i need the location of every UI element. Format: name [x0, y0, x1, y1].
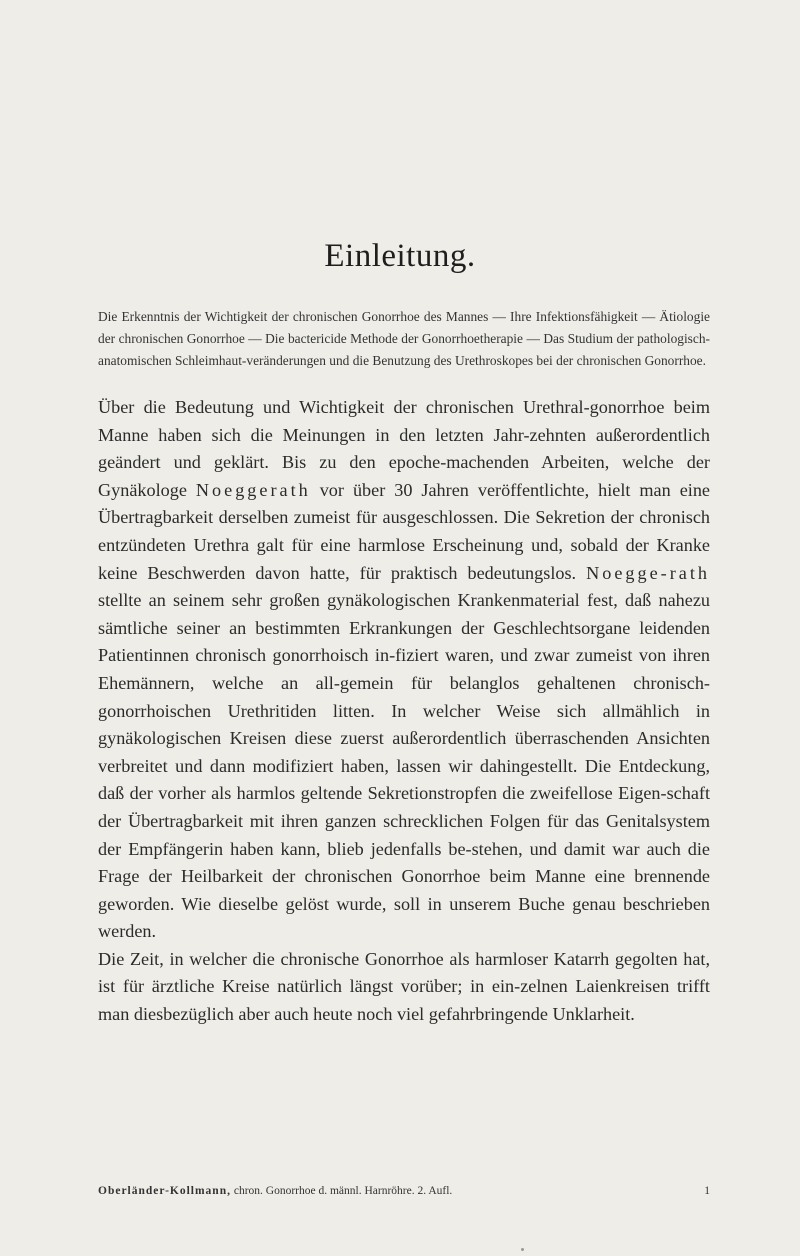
footer-author: Oberländer-Kollmann,: [98, 1185, 231, 1197]
chapter-body: [98, 394, 710, 1029]
paragraph-1-part-b: vor über 30 Jahren veröffentlichte, hielt man eine Übertragbarkeit derselben zumeist für ausgeschlossen. Die Sekretion der chronisch entzündeten Urethra galt für eine harmlose Erscheinung und, sobald der Kranke keine Beschwerden davon hatte, für praktisch bedeutungslos.: [98, 479, 710, 583]
chapter-summary: Die Erkenntnis der Wichtigkeit der chronischen Gonorrhoe des Mannes — Ihre Infektionsfähigkeit — Ätiologie der chronischen Gonorrhoe — Die bactericide Methode der Gonorrhoetherapie — Das Studium der pathologisch-anatomischen Schleimhaut-veränderungen und die Benutzung des Urethroskopes bei der chronischen Gonorrhoe.: [98, 309, 710, 368]
chapter-title: Einleitung.: [324, 238, 476, 274]
page-footer: [98, 1185, 710, 1197]
paragraph-1-part-a: Über die Bedeutung und Wichtigkeit der chronischen Urethral-gonorrhoe beim Manne haben sich die Meinungen in den letzten Jahr-zehnten außerordentlich geändert und geklärt. Bis zu den epoche-machenden Arbeiten, welche der Gynäkologe: [98, 397, 710, 500]
paragraph-1-part-c: stellte an seinem sehr großen gynäkologischen Krankenmaterial fest, daß nahezu sämtliche seiner an bestimmten Erkrankungen der Geschlechtsorgane leidenden Patientinnen chronisch gonorrhoisch in-fiziert waren, und zwar zumeist von ihren Ehemännern, welche an all-gemein für belanglos gehaltenen chronisch-gonorrhoischen Urethritiden litten. In welcher Weise sich allmählich in gynäkologischen Kreisen diese zuerst außerordentlich überraschenden Ansichten verbreitet und dann modifiziert haben, lassen wir dahingestellt. Die Entdeckung, daß der vorher als harmlos geltende Sekretionstropfen die zweifellose Eigen-schaft der Übertragbarkeit mit ihren ganzen schrecklichen Folgen für das Genitalsystem der Empfängerin haben kann, blieb jedenfalls be-stehen, und damit war auch die Frage der Heilbarkeit der chronischen Gonorrhoe beim Manne eine brennende geworden. Wie dieselbe gelöst wurde, soll in unserem Buche genau beschrieben werden.: [98, 590, 710, 942]
page-speck: [521, 1248, 524, 1251]
paragraph-2: Die Zeit, in welcher die chronische Gonorrhoe als harmloser Katarrh gegolten hat, ist für ärztliche Kreise natürlich längst vorüber; in ein-zelnen Laienkreisen trifft man diesbezüglich aber auch heute noch viel gefahrbringende Unklarheit.: [98, 948, 710, 1025]
footer-citation: [98, 1185, 452, 1197]
footer-sheet-number: 1: [704, 1185, 710, 1197]
author-name-noeggerath-2: Noegge-rath: [586, 562, 710, 583]
paragraph-1: [98, 394, 710, 946]
footer-work: chron. Gonorrhoe d. männl. Harnröhre. 2. Aufl.: [233, 1185, 453, 1197]
author-name-noeggerath: Noeggerath: [195, 479, 311, 500]
